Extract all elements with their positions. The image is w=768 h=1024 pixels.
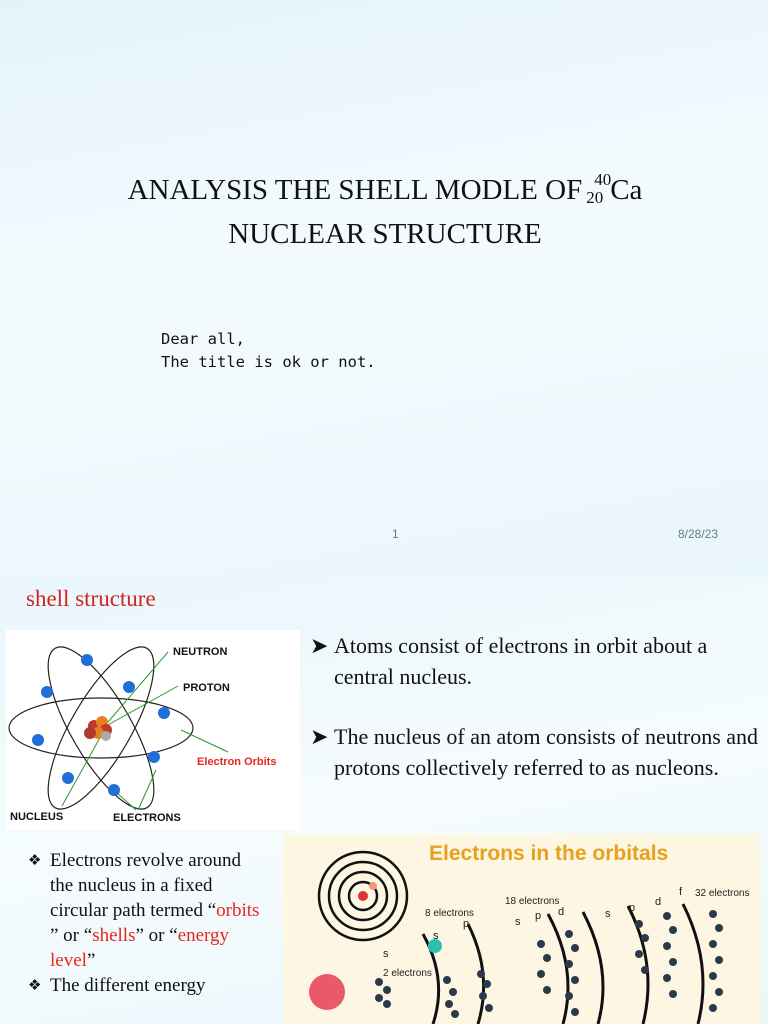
page-number: 1 [392, 527, 399, 541]
slide-title [60, 168, 710, 256]
nucleus-ball [309, 974, 345, 1010]
leader-line [138, 770, 156, 810]
diamond-bullet-icon: ❖ [28, 851, 42, 869]
orbital-f-label: f [679, 886, 683, 898]
leader-line [62, 734, 102, 806]
diamond-bullet-icon: ❖ [28, 976, 42, 994]
nucleus-label: NUCLEUS [10, 811, 64, 823]
atomic-number: 20 [586, 188, 604, 208]
electrons-label: ELECTRONS [113, 812, 181, 824]
orbitals-illustration [283, 834, 761, 1024]
label-2-electrons: 2 electrons [383, 968, 432, 979]
leader-line [116, 792, 136, 810]
orbital-s-label: s [515, 916, 521, 928]
orbitals-diagram [283, 834, 761, 1024]
label-32-electrons: 32 electrons [695, 888, 750, 899]
atom-illustration [6, 630, 300, 830]
emphasis-energy-level: energy level [50, 925, 230, 971]
nucleus-cluster [84, 716, 112, 741]
bullet-text: Atoms consist of electrons in orbit about a central nucleus. [334, 633, 708, 689]
bullet-item [28, 973, 268, 998]
leader-line [106, 686, 178, 726]
electron-dot [369, 882, 377, 890]
bullet-text: ” or “ [135, 925, 178, 946]
bullet-text: The different energy [50, 975, 206, 996]
comment-note [161, 328, 376, 374]
bullet-item [310, 721, 760, 783]
nucleus-dot [358, 891, 368, 901]
orbital-p-label: p [629, 902, 636, 914]
orbital-s-label: s [433, 930, 439, 942]
orbital-d-label: d [558, 906, 565, 918]
label-18-electrons: 18 electrons [505, 896, 560, 907]
bullet-text: ” or “ [50, 925, 93, 946]
bullet-item [310, 630, 760, 692]
bullet-item [28, 848, 268, 973]
note-line-2: The title is ok or not. [161, 353, 376, 371]
content-slide [0, 576, 768, 1024]
orbital-d-label: d [655, 896, 662, 908]
orbitals-title: Electrons in the orbitals [429, 842, 669, 865]
slide-date: 8/28/23 [678, 527, 719, 541]
element-symbol: Ca [610, 174, 643, 206]
orbits-label: Electron Orbits [197, 756, 277, 768]
label-8-electrons: 8 electrons [425, 908, 474, 919]
orbital-s-label: s [605, 908, 611, 920]
title-text: ANALYSIS THE SHELL MODLE OF [127, 174, 583, 206]
orbital-p-label: p [463, 918, 470, 930]
arrow-bullet-icon: ➤ [310, 724, 329, 749]
mass-number: 40 [594, 170, 612, 190]
orbital-s-label: s [383, 948, 389, 960]
title-line-1 [60, 168, 710, 212]
proton-label: PROTON [183, 682, 230, 694]
orbital-p-label: p [535, 910, 542, 922]
atom-diagram [6, 630, 300, 830]
arrow-bullet-icon: ➤ [310, 633, 329, 658]
emphasis-shells: shells [92, 925, 136, 946]
isotope-notation [586, 170, 612, 208]
title-line-2: NUCLEAR STRUCTURE [228, 218, 542, 250]
leader-line [181, 730, 228, 752]
bullet-text: Electrons revolve around the nucleus in a fixed circular path termed “ [50, 850, 241, 921]
slide-heading: shell structure [26, 586, 156, 611]
note-line-1: Dear all, [161, 330, 245, 348]
left-bullet-list [28, 848, 268, 998]
bullet-text: The nucleus of an atom consists of neutrons and protons collectively referred to as nucleons. [334, 724, 759, 780]
electron-pairs [375, 910, 723, 1018]
bullet-text: ” [86, 950, 96, 971]
neutron-label: NEUTRON [173, 646, 228, 658]
emphasis-orbits: orbits [216, 900, 260, 921]
right-bullet-list [310, 630, 760, 812]
